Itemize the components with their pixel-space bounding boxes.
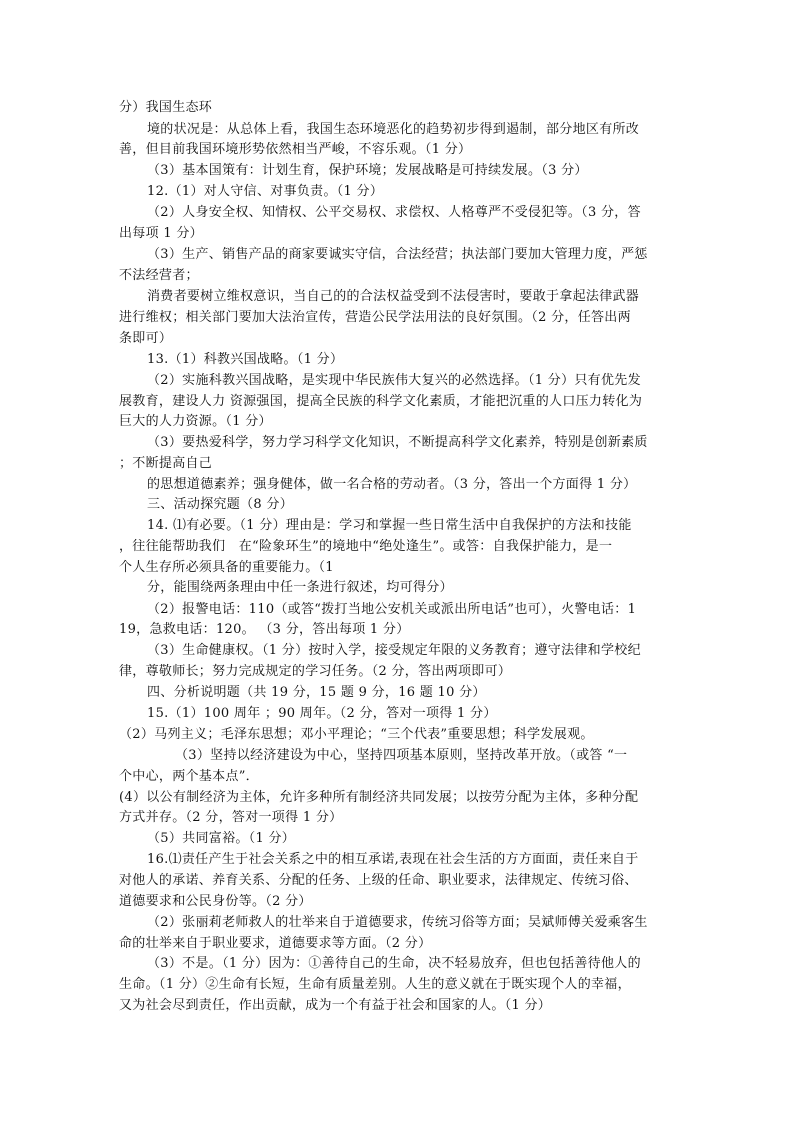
text-line: 分，能围绕两条理由中任一条进行叙述，均可得分）	[147, 580, 453, 595]
text-line: 境的状况是：从总体上看，我国生态环境恶化的趋势初步得到遏制，部分地区有所改	[147, 122, 640, 137]
text-line: 19，急救电话：120。 （3 分，答出每项 1 分）	[119, 622, 410, 637]
text-line: 生命。（1 分）②生命有长短，生命有质量差别。人生的意义就在于既实现个人的幸福，	[119, 977, 631, 992]
text-line: 的思想道德素养；强身健体，做一名合格的劳动者。（3 分，答出一个方面得 1 分）	[147, 477, 637, 492]
text-line: （3）要热爱科学，努力学习科学文化知识，不断提高科学文化素养，特别是创新素质	[147, 435, 648, 450]
text-line: 律，尊敬师长；努力完成规定的学习任务。（2 分，答出两项即可）	[119, 664, 512, 679]
text-line: 进行维权；相关部门要加大法治宣传，营造公民学法用法的良好氛围。（2 分，任答出两	[119, 310, 631, 325]
text-line: 13.（1）科教兴国战略。（1 分）	[147, 352, 344, 367]
text-line: （3）坚持以经济建设为中心，坚持四项基本原则，坚持改革开放。（或答 “一	[175, 748, 628, 763]
text-line: （3）基本国策有：计划生育，保护环境；发展战略是可持续发展。（3 分）	[147, 163, 588, 178]
text-line: 15.（1）100 周年 ；90 周年。（2 分，答对一项得 1 分）	[147, 706, 497, 721]
text-line: 巨大的人力资源。（1 分）	[119, 414, 272, 429]
text-line: 不法经营者；	[119, 268, 199, 283]
text-line: 消费者要树立维权意识，当自己的的合法权益受到不法侵害时，要敢于拿起法律武器	[147, 289, 640, 304]
text-line: （3）不是。（1 分）因为：①善待自己的生命，决不轻易放弃，但也包括善待他人的	[147, 956, 641, 971]
text-line: 出每项 1 分）	[119, 226, 203, 241]
text-line: 条即可）	[119, 331, 173, 346]
text-line: 展教育，建设人力 资源强国，提高全民族的科学文化素质，才能把沉重的人口压力转化为	[119, 394, 643, 409]
text-line: 道德要求和公民身份等。（2 分）	[119, 894, 312, 909]
text-line: 16.⑴责任产生于社会关系之中的相互承诺,表现在社会生活的方方面面，责任来自于	[147, 852, 639, 867]
text-line: 分）我国生态环	[119, 100, 213, 115]
text-line: ；不断提高自己	[119, 456, 213, 471]
text-line: （2）张丽莉老师救人的壮举来自于道德要求，传统习俗等方面；吴斌师傅关爱乘客生	[147, 915, 648, 930]
text-line: （2）实施科教兴国战略，是实现中华民族伟大复兴的必然选择。（1 分）只有优先发	[147, 373, 641, 388]
text-line: 14. ⑴有必要。（1 分）理由是：学习和掌握一些日常生活中自我保护的方法和技能	[147, 518, 632, 533]
text-line: 对他人的承诺、养育关系、分配的任务、上级的任命、职业要求，法律规定、传统习俗、	[119, 873, 638, 888]
section-heading: 三、活动探究题（8 分）	[147, 497, 294, 512]
text-line: 12.（1）对人守信、对事负责。（1 分）	[147, 184, 384, 199]
text-line: ，往往能帮助我们 在“险象环生”的境地中“绝处逢生”。或答：自我保护能力，是一	[119, 539, 613, 554]
text-line: （5）共同富裕。（1 分）	[147, 831, 296, 846]
text-line: （3）生命健康权。（1 分）按时入学，接受规定年限的义务教育；遵守法律和学校纪	[147, 643, 641, 658]
text-line: 方式并存。（2 分，答对一项得 1 分）	[119, 810, 343, 825]
text-line: 个中心，两个基本点”．	[119, 769, 259, 784]
text-line: 善，但目前我国环境形势依然相当严峻，不容乐观。（1 分）	[119, 142, 472, 157]
text-line: （2）人身安全权、知情权、公平交易权、求偿权、人格尊严不受侵犯等。（3 分，答	[147, 205, 641, 220]
section-heading: 四、分析说明题（共 19 分，15 题 9 分，16 题 10 分）	[147, 685, 486, 700]
text-line: (4）以公有制经济为主体，允许多种所有制经济共同发展；以按劳分配为主体，多种分配	[119, 790, 639, 805]
text-line: （2）马列主义；毛泽东思想；邓小平理论；“三个代表”重要思想；科学发展观。	[119, 727, 594, 742]
text-line: 又为社会尽到责任，作出贡献，成为一个有益于社会和国家的人。（1 分）	[119, 998, 552, 1013]
text-line: 命的壮举来自于职业要求，道德要求等方面。（2 分）	[119, 936, 432, 951]
text-line: （3）生产、销售产品的商家要诚实守信，合法经营；执法部门要加大管理力度，严惩	[147, 247, 648, 262]
text-line: 个人生存所必须具备的重要能力。（1	[119, 560, 334, 575]
text-line: （2）报警电话：110（或答“拨打当地公安机关或派出所电话”也可），火警电话：1	[147, 602, 637, 617]
